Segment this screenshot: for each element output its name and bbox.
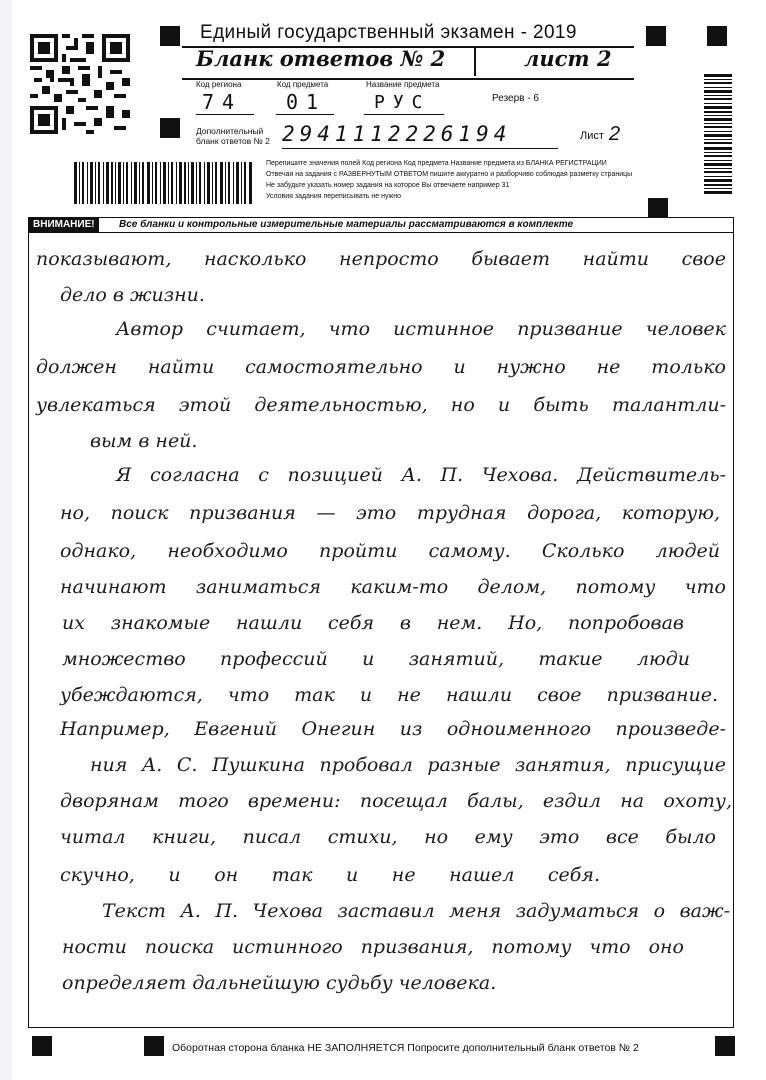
handwritten-line: Автор считает, что истинное призвание человек [116,318,726,340]
handwritten-line: их знакомые нашли себя в нем. Но, попробовав [62,612,684,634]
additional-form-number: 2941112226194 [282,122,512,146]
handwritten-line: вым в ней. [90,430,198,452]
title-divider [474,48,476,76]
subject-name-label: Название предмета [366,80,440,89]
instructions: Перепишите значения полей Код региона Код предмета Название предмета из БЛАНКА РЕГИСТРАЦИИ Отвечая на задания с РАЗВЕРНУТЫМ ОТВЕТОМ пишите аккуратно и разборчиво соблюдая разметку страницы Не забудьте указать номер задания на которое Вы отвечаете например 31 Условия задания переписывать не нужно [266,160,633,200]
handwritten-line: начинают заниматься каким-то делом, потому что [60,576,726,598]
additional-form-label: Дополнительный бланк ответов № 2 [196,126,270,146]
vertical-barcode [704,74,732,196]
additional-number-underline [282,148,558,149]
warning-text: Все бланки и контрольные измерительные материалы рассматриваются в комплекте [119,219,574,230]
form-title: Бланк ответов № 2 [196,46,446,71]
handwritten-line: Я согласна с позицией А. П. Чехова. Действитель- [116,464,726,486]
subject-name-value: РУС [374,92,431,113]
footer-note: Оборотная сторона бланка НЕ ЗАПОЛНЯЕТСЯ Попросите дополнительный бланк ответов № 2 [172,1042,639,1054]
subject-code-underline [276,114,334,115]
region-value: 74 [202,90,243,114]
page-label: Лист [580,130,604,142]
registration-marker [715,1036,735,1056]
subject-code-label: Код предмета [277,80,329,89]
handwritten-line: однако, необходимо пройти самому. Сколько людей [60,540,720,562]
handwritten-line: но, поиск призвания — это трудная дорога, которую, [60,502,720,524]
sheet-label: лист 2 [524,46,612,71]
registration-marker [32,1036,52,1056]
handwritten-line: дворянам того времени: посещал балы, ездил на охоту, [60,790,732,812]
screen-edge [0,0,12,1080]
handwritten-line: Например, Евгений Онегин из одноименного произведе- [60,718,726,740]
barcode [74,162,254,204]
handwritten-line: скучно, и он так и не нашел себя. [60,864,600,886]
handwritten-line: определяет дальнейшую судьбу человека. [62,972,497,994]
handwritten-line: увлекаться этой деятельностью, но и быть талантли- [36,394,726,416]
subject-code-value: 01 [286,90,327,114]
handwritten-line: должен найти самостоятельно и нужно не только [36,356,726,378]
registration-marker [707,26,727,46]
handwritten-line: ности поиска истинного призвания, потому что оно [62,936,684,958]
reserve-label: Резерв - 6 [492,93,539,104]
registration-marker [648,198,668,218]
handwritten-line: убеждаются, что так и не нашли свое призвание. [60,684,718,706]
handwritten-line: множество профессий и занятий, такие люди [62,648,690,670]
warning-badge: ВНИМАНИЕ! [29,218,99,232]
exam-title: Единый государственный экзамен - 2019 [200,22,577,43]
registration-marker [646,26,666,46]
registration-marker [160,118,180,138]
region-label: Код региона [196,80,242,89]
registration-marker [144,1036,164,1056]
qr-code [30,34,130,134]
region-underline [196,114,254,115]
handwritten-line: дело в жизни. [60,284,205,306]
handwritten-line: ния А. С. Пушкина пробовал разные занятия, присущие [90,754,726,776]
handwritten-line: читал книги, писал стихи, но ему это все было [60,826,716,848]
handwritten-line: показывают, насколько непросто бывает найти свое [36,248,726,270]
handwritten-line: Текст А. П. Чехова заставил меня задуматься о важ- [102,900,730,922]
subject-name-underline [364,114,444,115]
registration-marker [160,26,180,46]
page-value: 2 [609,123,621,145]
